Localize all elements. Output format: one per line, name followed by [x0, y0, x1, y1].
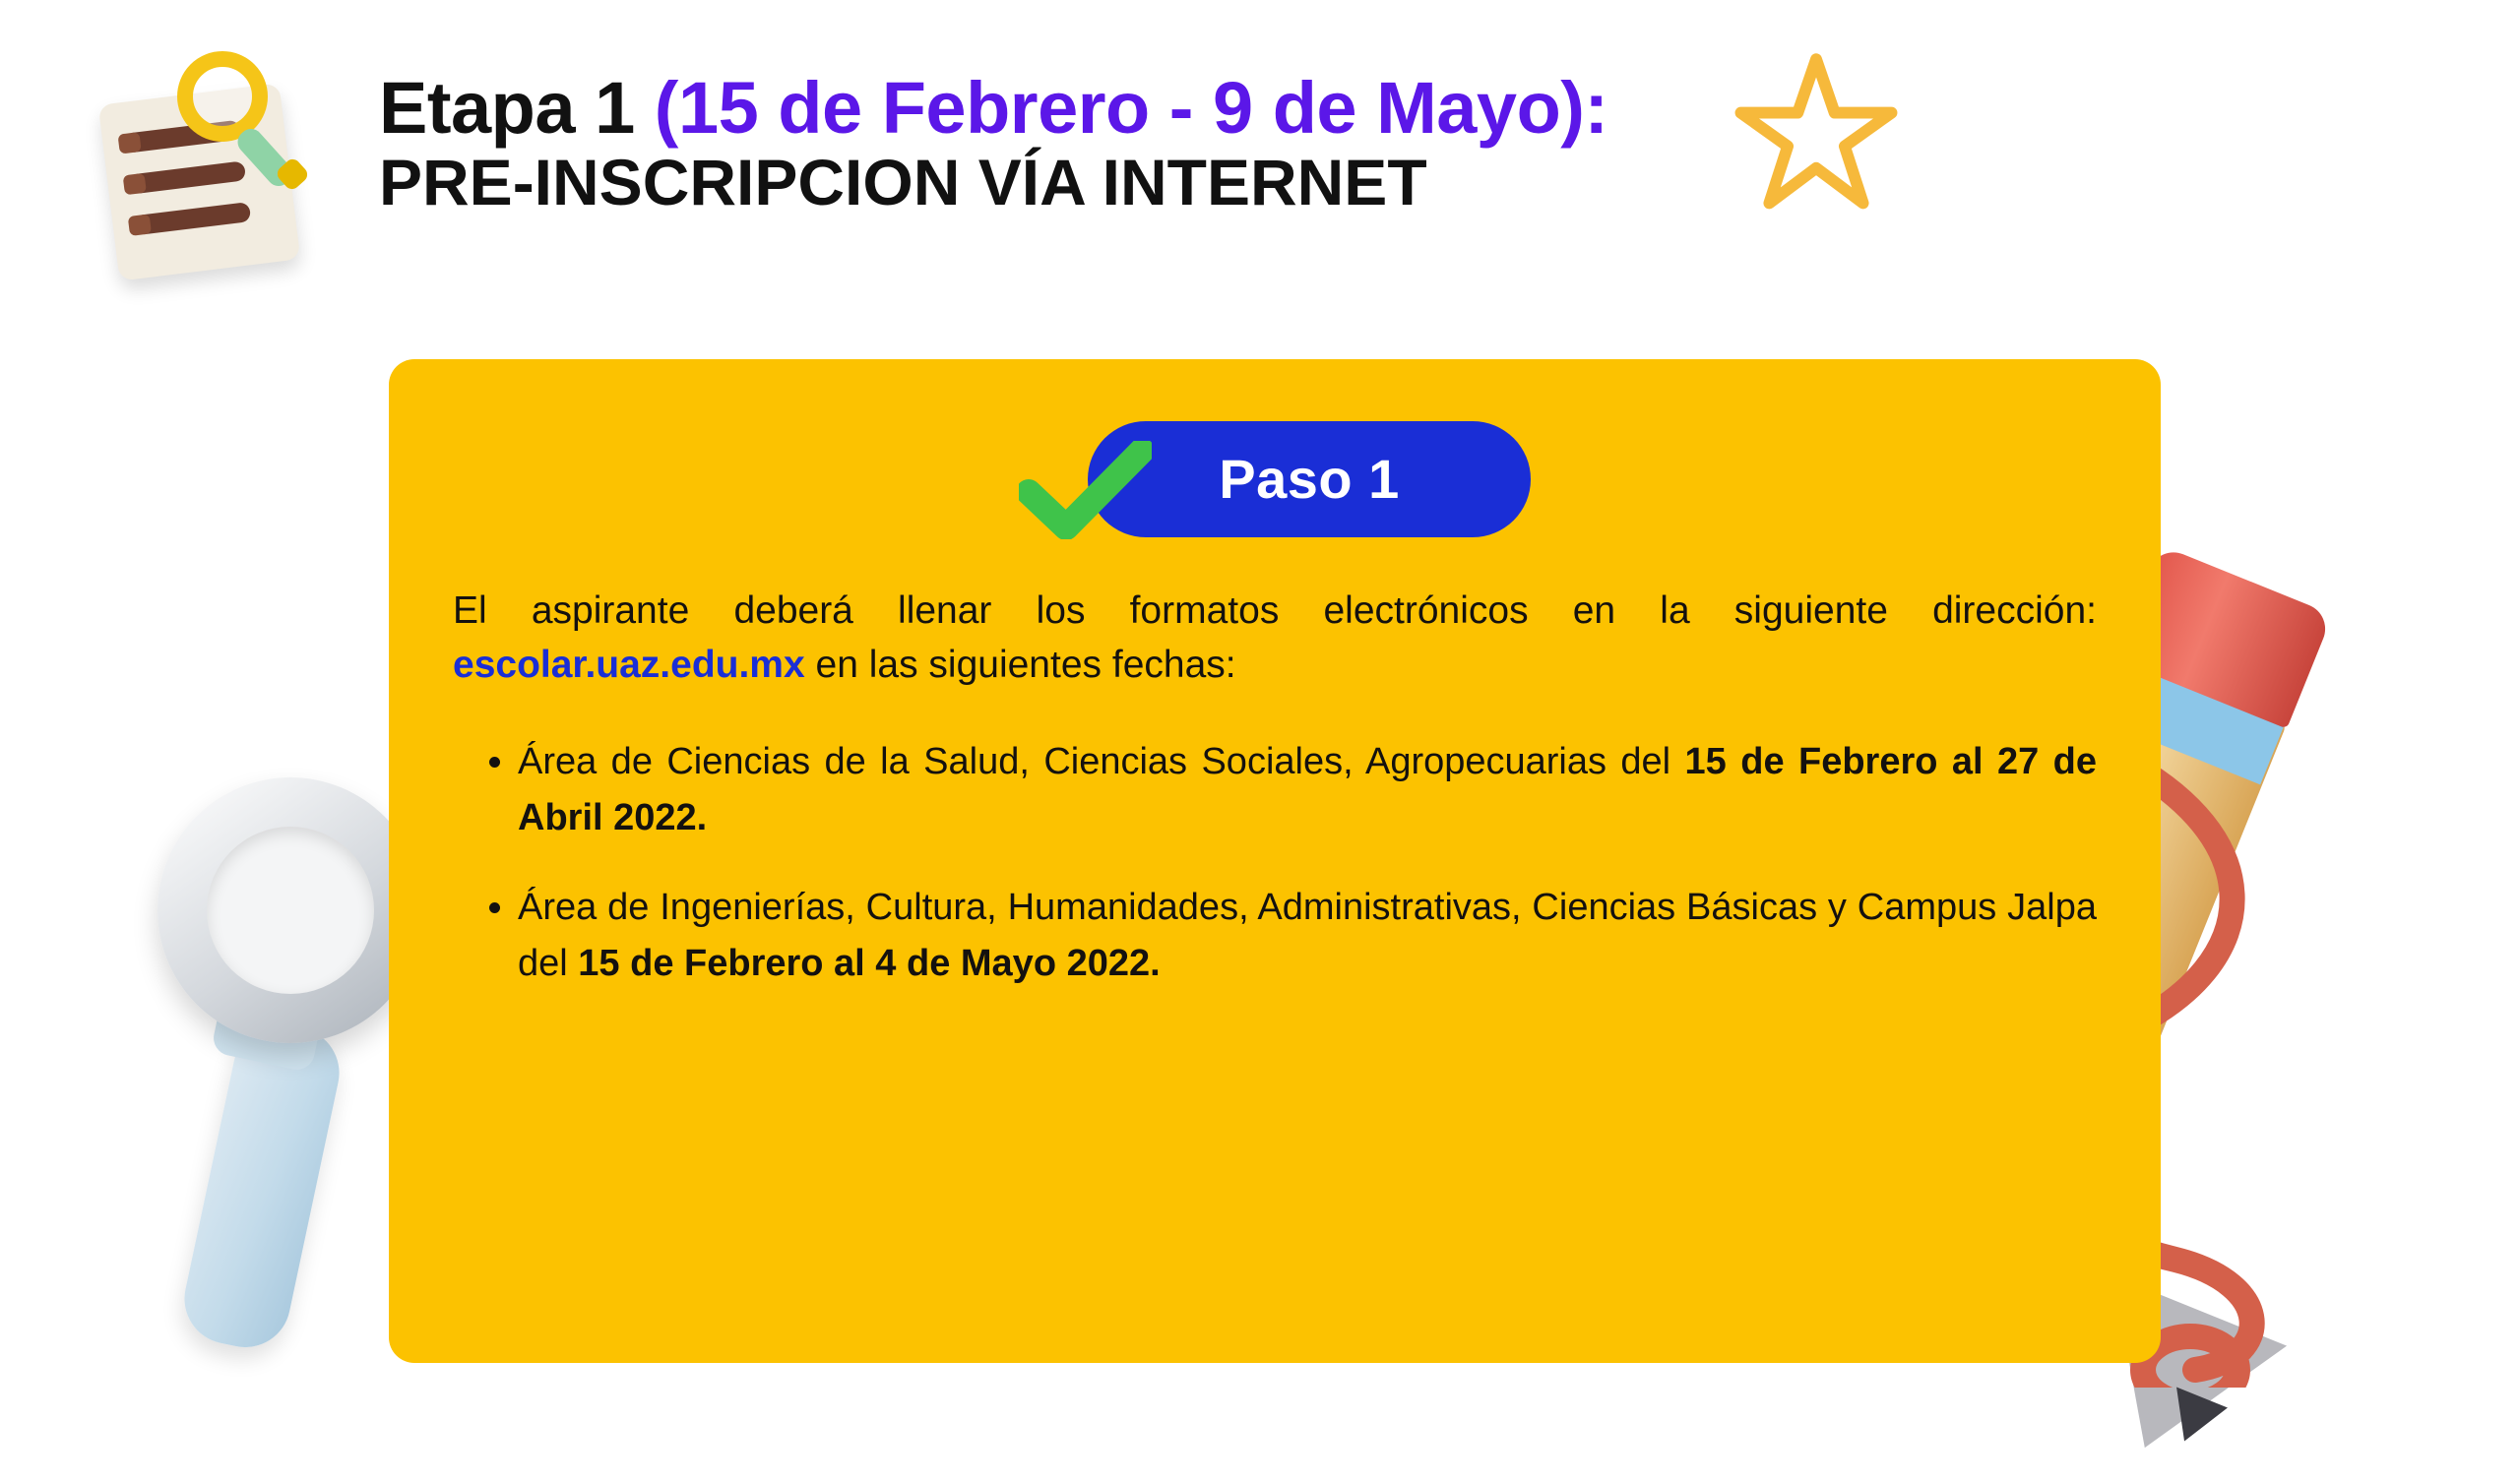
green-check-icon — [1019, 441, 1152, 539]
list-item — [518, 734, 2097, 846]
step-card — [389, 359, 2161, 1363]
step-badge-pill — [1088, 421, 1531, 537]
star-icon — [1732, 49, 1900, 216]
list-item-text: Área de Ingenierías, Cultura, Humanidades, Administrativas, Ciencias Básicas y Campus Jalpa del — [518, 886, 2097, 984]
intro-text-after: en las siguientes fechas: — [804, 644, 1236, 687]
card-body — [453, 584, 2097, 992]
step-badge — [1019, 421, 1531, 539]
clipboard-checklist-icon — [84, 39, 330, 290]
title-line-1 — [379, 69, 1954, 148]
list-item — [518, 880, 2097, 992]
portal-link[interactable]: escolar.uaz.edu.mx — [453, 644, 805, 687]
header — [0, 0, 2520, 335]
list-item-text: Área de Ciencias de la Salud, Ciencias Sociales, Agropecuarias del — [518, 740, 1685, 782]
intro-text-before: El aspirante deberá llenar los formatos electrónicos en la siguiente dirección: — [453, 589, 2097, 632]
intro-paragraph — [453, 584, 2097, 693]
small-magnifier-icon — [177, 51, 305, 179]
list-item-date: 15 de Febrero al 4 de Mayo 2022. — [578, 942, 1161, 984]
title-date-range: (15 de Febrero - 9 de Mayo): — [654, 67, 1608, 149]
page-title — [379, 69, 1954, 217]
title-line-2: PRE-INSCRIPCION VÍA INTERNET — [379, 145, 1427, 218]
list-item-date: 15 de Febrero al 27 de Abril 2022. — [518, 740, 2098, 838]
dates-list — [453, 734, 2097, 992]
clipboard-row — [134, 202, 252, 235]
title-stage-label: Etapa 1 — [379, 67, 655, 149]
step-badge-label: Paso 1 — [1219, 448, 1400, 510]
